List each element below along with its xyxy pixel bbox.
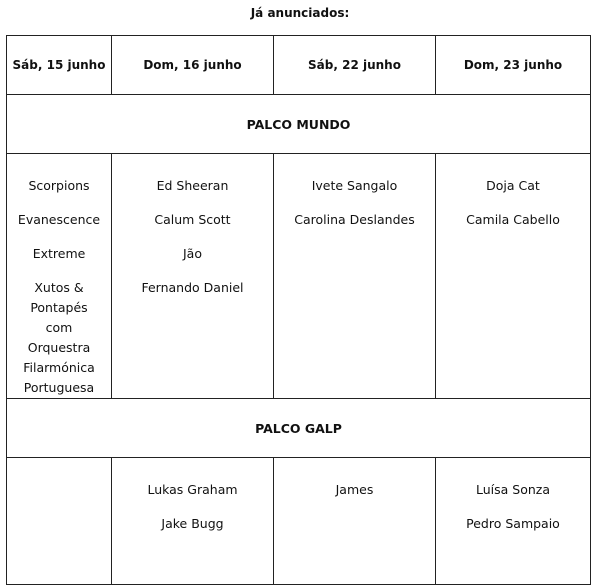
artist-name: Scorpions (28, 178, 90, 193)
artists-cell (436, 458, 591, 585)
stage-row-palco-galp (7, 399, 591, 458)
artist-name: Ivete Sangalo (311, 178, 398, 193)
stage-name-palco-mundo: PALCO MUNDO (7, 95, 591, 154)
artists-cell (274, 458, 436, 585)
artist-name: Jake Bugg (161, 516, 224, 531)
artists-cell (112, 154, 274, 399)
stage-name-palco-galp: PALCO GALP (7, 399, 591, 458)
artist-name: Xutos & Pontapés com Orquestra Filarmónica Portuguesa (23, 280, 95, 395)
day-header-row (7, 36, 591, 95)
artist-name: Camila Cabello (466, 212, 560, 227)
day-header-sat-22: Sáb, 22 junho (274, 36, 436, 95)
artist-name: Extreme (32, 246, 86, 261)
stage-row-palco-mundo (7, 95, 591, 154)
artists-cell (436, 154, 591, 399)
artist-name: Fernando Daniel (141, 280, 244, 295)
artist-name: Luísa Sonza (475, 482, 550, 497)
day-header-sun-16: Dom, 16 junho (112, 36, 274, 95)
artist-name: Jão (183, 246, 202, 261)
lineup-table (6, 35, 591, 585)
artists-cell-empty (7, 458, 112, 585)
artist-name: Calum Scott (154, 212, 231, 227)
artists-cell (274, 154, 436, 399)
artist-name: Evanescence (17, 212, 101, 227)
artist-name: James (335, 482, 374, 497)
artist-name: Pedro Sampaio (466, 516, 560, 531)
artists-row-palco-mundo (7, 154, 591, 399)
artist-name: Lukas Graham (147, 482, 238, 497)
artist-name: Doja Cat (486, 178, 540, 193)
artist-name: Ed Sheeran (156, 178, 229, 193)
artists-row-palco-galp (7, 458, 591, 585)
artists-cell (7, 154, 112, 399)
day-header-sun-23: Dom, 23 junho (436, 36, 591, 95)
artists-cell (112, 458, 274, 585)
artist-name: Carolina Deslandes (294, 212, 415, 227)
page-title: Já anunciados: (250, 6, 350, 20)
day-header-sat-15: Sáb, 15 junho (7, 36, 112, 95)
